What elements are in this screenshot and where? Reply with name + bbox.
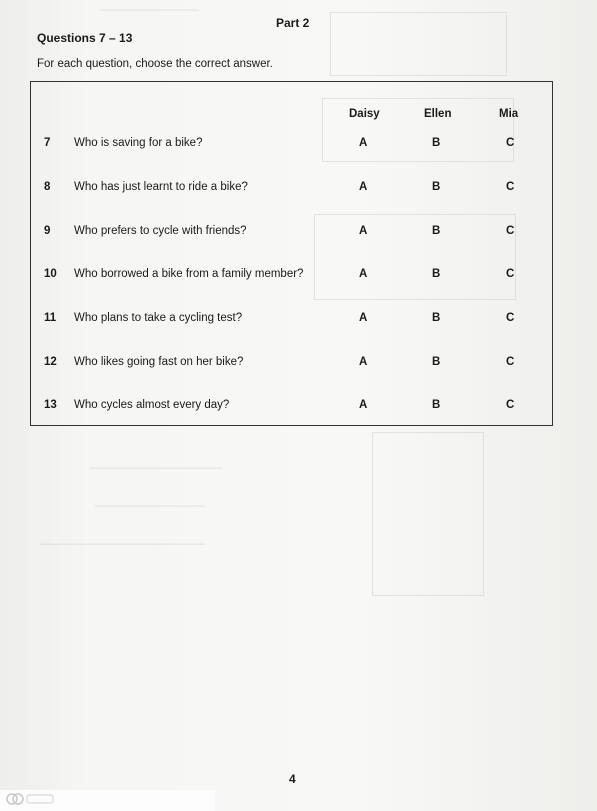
question-row (0, 312, 597, 332)
question-text: Who prefers to cycle with friends? (74, 225, 247, 237)
question-number: 8 (44, 181, 51, 193)
question-row (0, 356, 597, 376)
option-b[interactable]: B (432, 399, 441, 411)
option-a[interactable]: A (359, 137, 368, 149)
question-text: Who likes going fast on her bike? (74, 356, 244, 368)
question-text: Who plans to take a cycling test? (74, 312, 243, 324)
question-row (0, 225, 597, 245)
option-b[interactable]: B (432, 225, 441, 237)
option-c[interactable]: C (506, 137, 515, 149)
question-row (0, 137, 597, 157)
option-b[interactable]: B (432, 268, 441, 280)
question-number: 7 (44, 137, 51, 149)
part-heading: Part 2 (276, 16, 310, 30)
bleed-through-text: —————————— (95, 500, 205, 512)
question-number: 13 (44, 399, 57, 411)
column-header-daisy: Daisy (349, 108, 380, 120)
option-c[interactable]: C (506, 225, 515, 237)
option-c[interactable]: C (506, 399, 515, 411)
option-a[interactable]: A (359, 399, 368, 411)
bleed-through-box (330, 12, 507, 76)
question-number: 12 (44, 356, 57, 368)
column-header-mia: Mia (499, 108, 519, 120)
question-row (0, 399, 597, 419)
option-a[interactable]: A (359, 268, 368, 280)
option-b[interactable]: B (432, 312, 441, 324)
option-a[interactable]: A (359, 356, 368, 368)
column-header-ellen: Ellen (424, 108, 452, 120)
bleed-through-box (372, 432, 484, 596)
option-c[interactable]: C (506, 181, 515, 193)
question-text: Who borrowed a bike from a family member? (74, 268, 304, 280)
watermark-logo-icon (4, 791, 56, 807)
bleed-through-text: ——————————————— (40, 538, 205, 550)
bleed-through-text: ———————————— (90, 462, 222, 474)
question-number: 11 (44, 312, 57, 324)
option-a[interactable]: A (359, 181, 368, 193)
question-number: 10 (44, 268, 57, 280)
option-a[interactable]: A (359, 312, 368, 324)
option-a[interactable]: A (359, 225, 368, 237)
option-c[interactable]: C (506, 312, 515, 324)
option-b[interactable]: B (432, 181, 441, 193)
option-c[interactable]: C (506, 356, 515, 368)
instruction-text: For each question, choose the correct answer. (37, 58, 273, 70)
question-number: 9 (44, 225, 51, 237)
page-number: 4 (289, 772, 296, 786)
questions-title: Questions 7 – 13 (37, 31, 133, 45)
option-b[interactable]: B (432, 356, 441, 368)
option-b[interactable]: B (432, 137, 441, 149)
question-text: Who is saving for a bike? (74, 137, 203, 149)
question-text: Who cycles almost every day? (74, 399, 230, 411)
question-row (0, 181, 597, 201)
bleed-through-text: ————————— (100, 4, 199, 16)
question-text: Who has just learnt to ride a bike? (74, 181, 248, 193)
option-c[interactable]: C (506, 268, 515, 280)
question-row (0, 268, 597, 288)
